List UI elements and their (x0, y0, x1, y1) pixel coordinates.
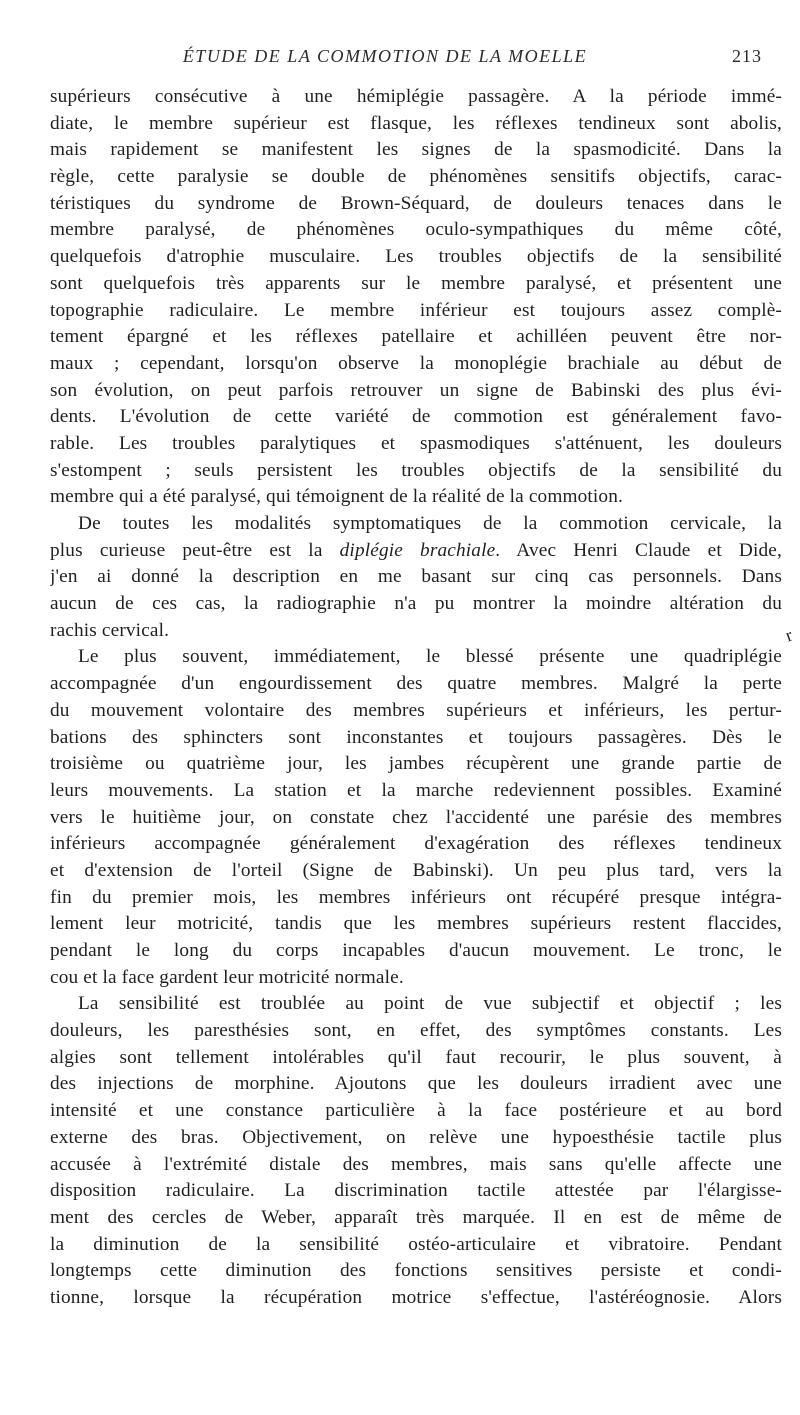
text-line: topographie radiculaire. Le membre inférieur est toujours assez complè- (50, 299, 782, 321)
text-line: et d'extension de l'orteil (Signe de Babinski). Un peu plus tard, vers la (50, 859, 782, 881)
text-line: pendant le long du corps incapables d'aucun mouvement. Le tronc, le (50, 940, 782, 961)
text-line: rable. Les troubles paralytiques et spasmodiques s'atténuent, les douleurs (50, 432, 782, 454)
text-line: externe des bras. Objectivement, on relève une hypoesthésie tactile plus (50, 1126, 782, 1148)
text-line: La sensibilité est troublée au point de vue subjectif et objectif ; les (78, 993, 782, 1015)
text-line: leurs mouvements. La station et la marche redeviennent possibles. Examiné (50, 779, 782, 801)
text-line: Le plus souvent, immédiatement, le blessé présente une quadriplégie (78, 646, 782, 668)
text-line: la diminution de la sensibilité ostéo-articulaire et vibratoire. Pendant (50, 1233, 782, 1255)
text-line: bations des sphincters sont inconstantes et toujours passagères. Dès le (50, 726, 782, 748)
running-head: ÉTUDE DE LA COMMOTION DE LA MOELLE (182, 46, 588, 66)
text-line: diate, le membre supérieur est flasque, les réflexes tendineux sont abolis, (50, 112, 782, 134)
text-line: tement épargné et les réflexes patellaire et achilléen peuvent être nor- (50, 326, 782, 348)
text-line: supérieurs consécutive à une hémiplégie passagère. A la période immé- (50, 86, 782, 107)
text-line: lement leur motricité, tandis que les membres supérieurs restent flaccides, (50, 913, 782, 935)
text-line: maux ; cependant, lorsqu'on observe la monoplégie brachiale au début de (50, 352, 782, 374)
text-line: accompagnée d'un engourdissement des quatre membres. Malgré la perte (50, 673, 782, 695)
text-line: De toutes les modalités symptomatiques de la commotion cervicale, la (78, 513, 782, 534)
text-line: tionne, lorsque la récupération motrice s'effectue, l'astéréognosie. Alors (50, 1286, 782, 1308)
text-line: rachis cervical. (50, 619, 170, 641)
margin-mark: r (782, 624, 796, 646)
text-line: téristiques du syndrome de Brown-Séquard, de douleurs tenaces dans le (50, 192, 782, 214)
emphasis-term: diplégie brachiale (339, 539, 496, 561)
text-line: aucun de ces cas, la radiographie n'a pu montrer la moindre altération du (50, 593, 782, 615)
text-line: ment des cercles de Weber, apparaît très marquée. Il en est de même de (50, 1206, 782, 1228)
text-segment: plus curieuse peut-être est la (50, 539, 340, 561)
text-line-with-emphasis (50, 538, 782, 565)
text-line: j'en ai donné la description en me basant sur cinq cas personnels. Dans (50, 566, 782, 588)
text-line: sont quelquefois très apparents sur le membre paralysé, et présentent une (50, 272, 782, 294)
text-line: mais rapidement se manifestent les signes de la spasmodicité. Dans la (50, 139, 782, 161)
body-text (50, 84, 782, 1312)
text-line: fin du premier mois, les membres inférieurs ont récupéré presque intégra- (50, 886, 782, 908)
text-line: règle, cette paralysie se double de phénomènes sensitifs objectifs, carac- (50, 166, 782, 188)
text-line: dents. L'évolution de cette variété de commotion est généralement favo- (50, 406, 782, 428)
text-line: membre qui a été paralysé, qui témoignent de la réalité de la commotion. (50, 486, 623, 508)
text-line: inférieurs accompagnée généralement d'exagération des réflexes tendineux (50, 833, 782, 855)
text-line: quelquefois d'atrophie musculaire. Les troubles objectifs de la sensibilité (50, 246, 782, 268)
text-line: algies sont tellement intolérables qu'il faut recourir, le plus souvent, à (50, 1046, 782, 1068)
text-line: accusée à l'extrémité distale des membres, mais sans qu'elle affecte une (50, 1153, 782, 1175)
text-line: membre paralysé, de phénomènes oculo-sympathiques du même côté, (50, 219, 782, 241)
text-line: s'estompent ; seuls persistent les troubles objectifs de la sensibilité du (50, 459, 782, 481)
text-line: son évolution, on peut parfois retrouver un signe de Babinski des plus évi- (50, 379, 782, 401)
text-line: douleurs, les paresthésies sont, en effet, des symptômes constants. Les (50, 1020, 782, 1042)
text-line: vers le huitième jour, on constate chez l'accidenté une parésie des membres (50, 806, 782, 828)
text-line: disposition radiculaire. La discrimination tactile attestée par l'élargisse- (50, 1180, 782, 1202)
text-line: longtemps cette diminution des fonctions sensitives persiste et condi- (50, 1260, 782, 1282)
text-segment: . Avec Henri Claude et Dide, (495, 539, 782, 561)
page-number: 213 (732, 46, 762, 66)
text-line: cou et la face gardent leur motricité normale. (50, 966, 404, 988)
text-line: des injections de morphine. Ajoutons que les douleurs irradient avec une (50, 1073, 782, 1095)
text-line: troisième ou quatrième jour, les jambes récupèrent une grande partie de (50, 753, 782, 775)
text-line: du mouvement volontaire des membres supérieurs et inférieurs, les pertur- (50, 699, 782, 721)
text-line: intensité et une constance particulière à la face postérieure et au bord (50, 1100, 782, 1122)
